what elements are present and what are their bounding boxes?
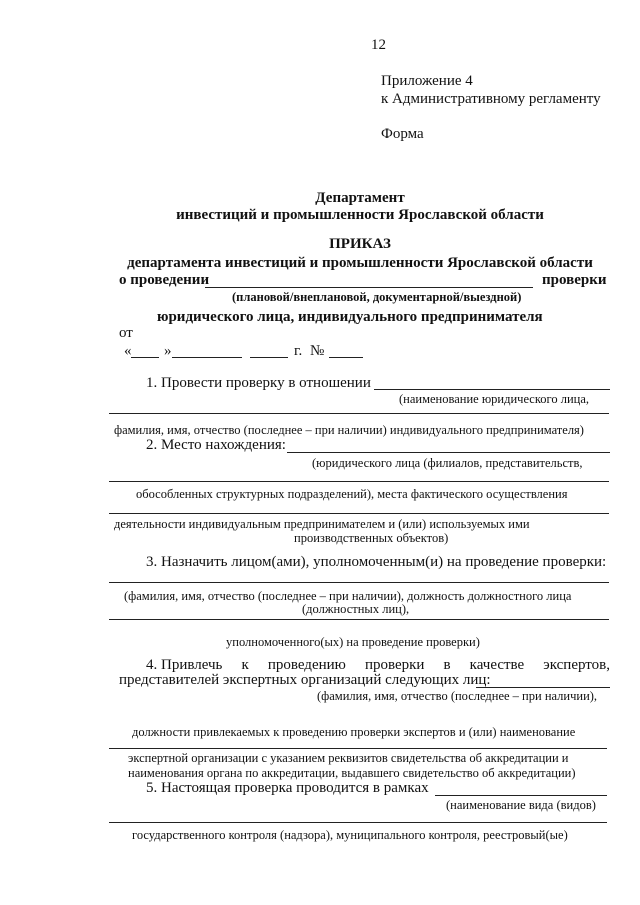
item4-hint-4: наименования органа по аккредитации, выдавшего свидетельство об аккредитации) [128,766,576,780]
check-type-hint: (плановой/внеплановой, документарной/выездной) [232,290,522,304]
item2-address-line-2[interactable] [109,481,609,482]
item5-text: 5. Настоящая проверка проводится в рамках [146,780,429,796]
year-label: г. [294,343,303,359]
item2-hint-1: (юридического лица (филиалов, представительств, [312,456,583,470]
item2-hint-4: производственных объектов) [294,531,449,545]
check-type-line[interactable] [205,287,533,288]
item5-hint-1: (наименование вида (видов) [446,798,596,812]
order-title: ПРИКАЗ [329,236,391,252]
item4-word: экспертов, [543,657,610,673]
item4-word: проведению [267,657,346,673]
item2-hint-3: деятельности индивидуальным предпринимателем и (или) используемых ими [114,517,530,531]
from-label: от [119,325,133,341]
order-number-line[interactable] [329,357,363,358]
department-line-2: инвестиций и промышленности Ярославской области [176,207,544,223]
item2-hint-2: обособленных структурных подразделений), места фактического осуществления [136,487,568,501]
item2-address-line[interactable] [287,452,610,453]
item2-address-line-3[interactable] [109,513,609,514]
conduct-suffix: проверки [542,272,607,288]
item4-text-line-2: представителей экспертных организаций следующих лиц: [119,672,491,688]
item4-hint-1: (фамилия, имя, отчество (последнее – при наличии), [317,689,598,703]
date-close-quote: » [164,343,172,359]
number-label: № [310,343,325,359]
item4-word: качестве [469,657,525,673]
item3-hint-2: (должностных лиц), [302,602,410,616]
item4-word: к [241,657,249,673]
order-subject: юридического лица, индивидуального предпринимателя [157,309,543,325]
item4-hint-3: экспертной организации с указанием реквизитов свидетельства об аккредитации и [128,751,569,765]
item3-text: 3. Назначить лицом(ами), уполномоченным(и) на проведение проверки: [146,554,607,570]
item3-inspector-line[interactable] [109,582,609,583]
item3-hint-1: (фамилия, имя, отчество (последнее – при наличии), должность должностного лица [124,589,572,603]
item4-word: проверки [364,657,425,673]
conduct-prefix: о проведении [119,272,210,288]
item4-hint-2: должности привлекаемых к проведению проверки экспертов и (или) наименование [132,725,576,739]
item1-hint-1: (наименование юридического лица, [399,392,590,406]
appendix-line-1: Приложение 4 [381,73,473,89]
item5-control-type-line-2[interactable] [109,822,607,823]
item1-hint-2: фамилия, имя, отчество (последнее – при наличии) индивидуального предпринимателя) [114,423,584,437]
item4-expert-line[interactable] [476,687,610,688]
page-number: 12 [371,37,386,53]
item1-entity-line-2[interactable] [109,413,609,414]
form-label: Форма [381,126,424,142]
order-subtitle: департамента инвестиций и промышленности Ярославской области [127,255,593,271]
item4-word: в [443,657,451,673]
item4-expert-line-2[interactable] [109,748,607,749]
item4-word: 4. Привлечь [146,657,223,673]
item1-entity-line[interactable] [374,389,610,390]
item2-text: 2. Место нахождения: [146,437,286,453]
appendix-line-2: к Административному регламенту [381,91,601,107]
item5-control-type-line[interactable] [435,795,607,796]
item3-hint-3: уполномоченного(ых) на проведение проверки) [226,635,480,649]
item1-text: 1. Провести проверку в отношении [146,375,371,391]
item5-hint-2: государственного контроля (надзора), муниципального контроля, реестровый(ые) [132,828,568,842]
date-year-line[interactable] [250,357,288,358]
date-day-line[interactable] [131,357,159,358]
date-month-line[interactable] [172,357,242,358]
date-open-quote: « [124,343,132,359]
department-line-1: Департамент [315,190,405,206]
item3-inspector-line-2[interactable] [109,619,609,620]
